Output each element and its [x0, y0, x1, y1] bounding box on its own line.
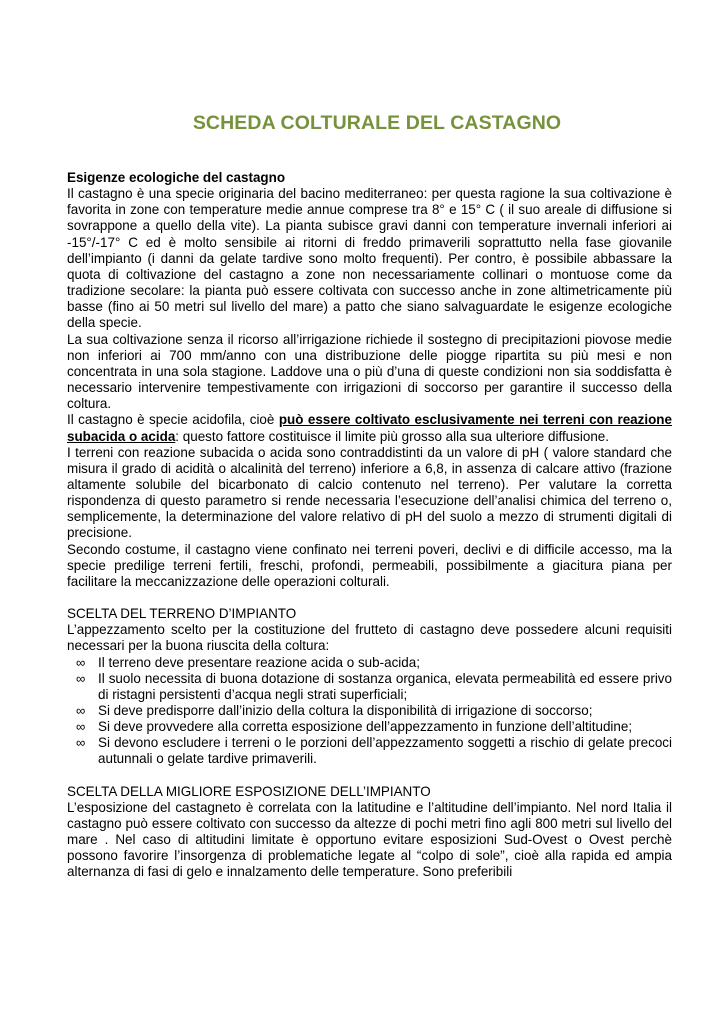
- page-title: SCHEDA COLTURALE DEL CASTAGNO: [192, 112, 562, 134]
- document-body: [67, 170, 672, 881]
- list-item: [67, 655, 672, 671]
- list-item-text: Si deve predisporre dall’inizio della coltura la disponibilità di irrigazione di soccorso;: [98, 703, 593, 718]
- list-item-text: Si deve provvedere alla corretta esposizione dell’appezzamento in funzione dell’altitudine;: [98, 719, 633, 735]
- list-item-text: Il suolo necessita di buona dotazione di sostanza organica, elevata permeabilità ed essere privo di ristagni persistenti d’acqua negli strati superficiali;: [98, 670, 672, 702]
- list-item: [67, 719, 672, 735]
- paragraph: Secondo costume, il castagno viene confinato nei terreni poveri, declivi e di difficile accesso, ma la specie predilige terreni fertili, freschi, profondi, permeabili, possibilmente a giacitura piana per facilitare la meccanizzazione delle operazioni colturali.: [67, 541, 672, 589]
- requirements-list: [67, 655, 672, 768]
- infinity-bullet-icon: ∞: [76, 670, 86, 686]
- text-span: Il castagno è specie acidofila, cioè: [67, 412, 279, 428]
- paragraph: I terreni con reazione subacida o acida sono contraddistinti da un valore di pH ( valore standard che misura il grado di acidità o alcalinità del terreno) inferiore a 6,8, in assenza di calcare attivo (frazione altamente solubile del bicarbonato di calcio contenuto nel terreno). Per valutare la corretta rispondenza di questo parametro si rende necessaria l’esecuzione dell’analisi chimica del terreno o, semplicemente, la determinazione del valore relativo di pH del suolo a mezzo di strumenti digitali di precisione.: [67, 444, 672, 541]
- paragraph: Il castagno è una specie originaria del bacino mediterraneo: per questa ragione la sua coltivazione è favorita in zone con temperature medie annue comprese tra 8° e 15° C ( il suo areale di diffusione si sovrappone a quello della vite). La pianta subisce gravi danni con temperature invernali inferiori ai -15°/-17° C ed è molto sensibile ai ritorni di freddo primaverili soprattutto nella fase giovanile dell’impianto (i danni da gelate tardive sono molto frequenti). Per contro, è possibile abbassare la quota di coltivazione del castagno a zone non necessariamente collinari o montuose come da tradizione secolare: la pianta può essere coltivata con successo anche in zone altimetricamente più basse (fino ai 50 metri sul livello del mare) a patto che siano salvaguardate le esigenze ecologiche della specie.: [67, 186, 672, 331]
- spacer: [67, 590, 672, 606]
- infinity-bullet-icon: ∞: [76, 703, 86, 718]
- paragraph: L’appezzamento scelto per la costituzione del frutteto di castagno deve possedere alcuni requisiti necessari per la buona riuscita della coltura:: [67, 622, 672, 654]
- paragraph: L’esposizione del castagneto è correlata con la latitudine e l’altitudine dell’impianto. Nel nord Italia il castagno può essere coltivato con successo da altezze di pochi metri fino agli 800 metri sul livello del mare . Nel caso di altitudini limitate è opportuno evitare esposizioni Sud-Ovest o Ovest perchè possono favorire l’insorgenza di problematiche legate al “colpo di sole”, cioè alla rapida ed ampia alternanza di fasi di gelo e innalzamento delle temperature. Sono preferibili: [67, 799, 672, 880]
- section-heading-soil: SCELTA DEL TERRENO D’IMPIANTO: [67, 606, 297, 622]
- infinity-bullet-icon: ∞: [76, 719, 86, 735]
- list-item-text: Il terreno deve presentare reazione acida o sub-acida;: [98, 654, 420, 670]
- paragraph: La sua coltivazione senza il ricorso all’irrigazione richiede il sostegno di precipitazioni piovose medie non inferiori ai 700 mm/anno con una distribuzione delle piogge ripartita su più mesi e non concentrata in una sola stagione. Laddove una o più d’una di queste condizioni non sia soddisfatta è necessario intervenire tempestivamente con irrigazioni di soccorso per garantire il successo della coltura.: [67, 331, 672, 412]
- list-item: [67, 671, 672, 703]
- list-item-text: Si devono escludere i terreni o le porzioni dell’appezzamento soggetti a rischio di gelate precoci autunnali o gelate tardive primaverili.: [98, 735, 672, 767]
- section-heading-exposure: SCELTA DELLA MIGLIORE ESPOSIZIONE DELL’IMPIANTO: [67, 783, 431, 799]
- section-heading-ecology: Esigenze ecologiche del castagno: [67, 170, 286, 185]
- paragraph: [67, 412, 672, 444]
- infinity-bullet-icon: ∞: [76, 654, 86, 670]
- infinity-bullet-icon: ∞: [76, 735, 86, 751]
- list-item: [67, 703, 672, 719]
- text-span: : questo fattore costituisce il limite più grosso alla sua ulteriore diffusione.: [175, 428, 610, 444]
- list-item: [67, 735, 672, 767]
- spacer: [67, 768, 672, 784]
- underlined-emphasis: può essere coltivato esclusivamente nei terreni con reazione subacida o acida: [67, 412, 672, 444]
